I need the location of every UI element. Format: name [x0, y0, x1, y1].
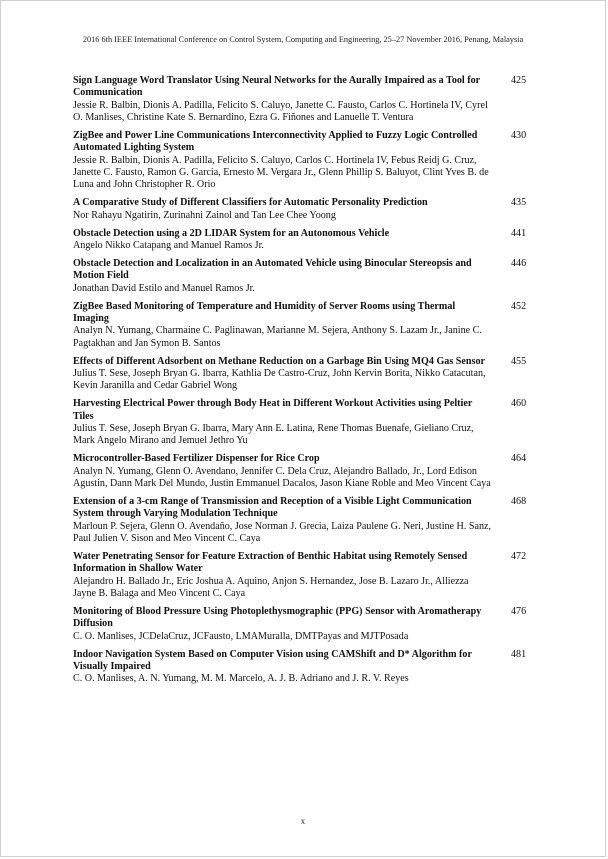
toc-entry-12 [73, 606, 535, 643]
toc-entry-6 [73, 301, 535, 350]
page-number: 460 [511, 398, 527, 410]
toc-entry-8 [73, 398, 535, 447]
paper-authors: Jessie R. Balbin, Dionis A. Padilla, Felicito S. Caluyo, Janette C. Fausto, Carlos C. Hortinela IV, Cyrel O. Manlises, Christine Kate S. Bernardino, Ezra G. Fiñones and Lanuelle T. Ventura [73, 99, 488, 123]
toc-entry-3 [73, 197, 535, 222]
paper-authors: Jessie R. Balbin, Dionis A. Padilla, Felicito S. Caluyo, Carlos C. Hortinela IV, Febus Reidj G. Cruz, Janette C. Fausto, Ramon G. Garcia, Ernesto M. Vergara Jr., Glenn Phillip S. Baluyot, Clint Yves B. de Luna and John Christopher R. Orio [73, 154, 489, 191]
toc-entry-1 [73, 75, 535, 124]
paper-authors: Jonathan David Estilo and Manuel Ramos Jr. [73, 282, 255, 294]
paper-authors: Analyn N. Yumang, Glenn O. Avendano, Jennifer C. Dela Cruz, Alejandro Ballado, Jr., Lord Edison Agustin, Dann Mark Del Mundo, Justin Emmanuel Dacalos, Jason Kiane Roble and Meo Vincent Caya [73, 465, 491, 489]
toc-entry-9 [73, 453, 535, 490]
paper-authors: C. O. Manlises, A. N. Yumang, M. M. Marcelo, A. J. B. Adriano and J. R. V. Reyes [73, 673, 409, 685]
paper-title: Obstacle Detection using a 2D LIDAR System for an Autonomous Vehicle [73, 227, 390, 239]
paper-title: Monitoring of Blood Pressure Using Photoplethysmographic (PPG) Sensor with Aromatherapy Diffusion [73, 606, 482, 630]
paper-title: Obstacle Detection and Localization in an Automated Vehicle using Binocular Stereopsis and Motion Field [73, 258, 472, 282]
running-header: 2016 6th IEEE International Conference on Control System, Computing and Engineering, 25–27 November 2016, Penang, Malaysia [82, 35, 524, 44]
paper-title: Water Penetrating Sensor for Feature Extraction of Benthic Habitat using Remotely Sensed Information in Shallow Water [73, 551, 468, 575]
toc-entry-4 [73, 228, 535, 253]
paper-title: ZigBee Based Monitoring of Temperature and Humidity of Server Rooms using Thermal Imaging [73, 300, 456, 325]
paper-title: ZigBee and Power Line Communications Interconnectivity Applied to Fuzzy Logic Controlled Automated Lighting System [73, 129, 478, 154]
page-number: 468 [511, 496, 527, 508]
toc-entry-13 [73, 649, 535, 686]
page-number: 435 [511, 197, 527, 209]
page-number: 446 [511, 258, 527, 270]
paper-title: A Comparative Study of Different Classifiers for Automatic Personality Prediction [73, 197, 428, 209]
page-number: 452 [511, 300, 527, 312]
paper-authors: Analyn N. Yumang, Charmaine C. Paglinawan, Marianne M. Sejera, Anthony S. Lazam Jr., Janine C. Pagtakhan and Jan Symon B. Santos [73, 325, 482, 349]
paper-authors: Julius T. Sese, Joseph Bryan G. Ibarra, Mary Ann E. Latina, Rene Thomas Buenafe, Gieliano Cruz, Mark Angelo Mirano and Jemuel Jethro Yu [73, 423, 474, 447]
paper-title: Indoor Navigation System Based on Computer Vision using CAMShift and D* Algorithm for Visually Impaired [73, 648, 472, 673]
paper-authors: Julius T. Sese, Joseph Bryan G. Ibarra, Kathlia De Castro-Cruz, John Kervin Borita, Nikko Catacutan, Kevin Jaranilla and Cedar Gabriel Wong [73, 368, 486, 392]
toc-entry-2 [73, 130, 535, 191]
page-number: 476 [511, 606, 527, 618]
toc-entry-5 [73, 258, 535, 295]
page-number: 441 [511, 227, 527, 239]
toc-entry-7 [73, 356, 535, 393]
paper-title: Extension of a 3-cm Range of Transmission and Reception of a Visible Light Communication System through Varying Modulation Technique [73, 496, 472, 520]
toc-entry-11 [73, 551, 535, 600]
paper-title: Effects of Different Adsorbent on Methane Reduction on a Garbage Bin Using MQ4 Gas Sensor [73, 355, 485, 367]
paper-authors: C. O. Manlises, JCDelaCruz, JCFausto, LMAMuralla, DMTPayas and MJTPosada [73, 630, 409, 642]
page-number: 455 [511, 355, 527, 367]
paper-authors: Marloun P. Sejera, Glenn O. Avendaño, Jose Norman J. Grecia, Laiza Paulene G. Neri, Justine H. Sanz, Paul Julien V. Sison and Meo Vincent C. Caya [73, 520, 492, 544]
page-number: 430 [511, 129, 527, 141]
toc-entry-10 [73, 496, 535, 545]
page-number: 472 [511, 551, 527, 563]
page-number: 425 [511, 75, 527, 86]
paper-title: Microcontroller-Based Fertilizer Dispenser for Rice Crop [73, 453, 320, 465]
paper-authors: Alejandro H. Ballado Jr., Eric Joshua A. Aquino, Anjon S. Hernandez, Jose B. Lazaro Jr., Alliezza Jayne B. Balaga and Meo Vincent C. Caya [73, 575, 469, 599]
page-footer-number: x [300, 816, 306, 826]
paper-authors: Nor Rahayu Ngatirin, Zurinahni Zainol and Tan Lee Chee Yoong [73, 209, 336, 221]
paper-authors: Angelo Nikko Catapang and Manuel Ramos Jr. [73, 239, 264, 251]
paper-title: Harvesting Electrical Power through Body Heat in Different Workout Activities using Peltier Tiles [73, 398, 473, 422]
paper-title: Sign Language Word Translator Using Neural Networks for the Aurally Impaired as a Tool for Communication [73, 75, 480, 99]
page-number: 481 [511, 648, 527, 660]
table-of-contents [73, 75, 535, 691]
page-number: 464 [511, 453, 527, 465]
